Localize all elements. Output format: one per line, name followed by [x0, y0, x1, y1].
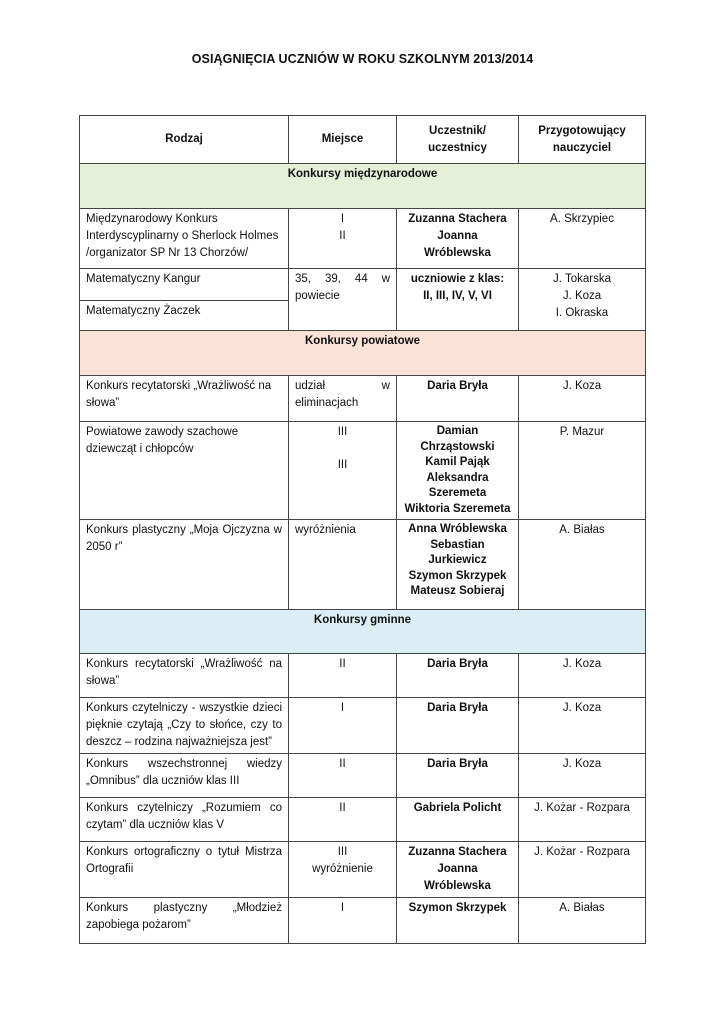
cell-miejsce [289, 209, 397, 269]
rodzaj-zaczek: Matematyczny Żaczek [80, 300, 288, 322]
uczestnik-line: Joanna Wróblewska [424, 230, 491, 259]
spacer [295, 441, 390, 457]
cell-rodzaj: Konkurs ortograficzny o tytuł Mistrza Ortografii [80, 842, 289, 898]
header-uczestnik-line1: Uczestnik/ [429, 124, 486, 137]
cell-uczestnicy: Daria Bryła [397, 376, 519, 422]
section-title-municipal: Konkursy gminne [80, 610, 646, 654]
table-row-pozar [80, 898, 646, 944]
cell-nauczyciel: A. Białas [519, 898, 646, 944]
uczestnik-line: Jurkiewicz [428, 554, 487, 566]
uczestnik-line: Szeremeta [428, 487, 487, 499]
table-row-rozumiem [80, 798, 646, 842]
cell-nauczyciel: A. Skrzypiec [519, 209, 646, 269]
miejsce-line: wyróżnienie [312, 863, 373, 875]
cell-uczestnicy [397, 209, 519, 269]
section-title-international: Konkursy międzynarodowe [80, 164, 646, 209]
cell-rodzaj: Konkurs recytatorski „Wrażliwość na słowa” [80, 654, 289, 698]
cell-miejsce: II [289, 798, 397, 842]
uczestnik-line: Mateusz Sobieraj [410, 585, 505, 597]
cell-nauczyciel: J. Kożar - Rozpara [519, 842, 646, 898]
nauczyciel-line: J. Koza [562, 290, 602, 302]
cell-miejsce [289, 842, 397, 898]
cell-rodzaj: Powiatowe zawody szachowe dziewcząt i chłopców [80, 422, 289, 520]
table-row-sherlock [80, 209, 646, 269]
uczestnik-line: uczniowie z klas: [410, 273, 505, 285]
cell-rodzaj: Konkurs plastyczny „Moja Ojczyzna w 2050 r” [80, 520, 289, 610]
rodzaj-line: Międzynarodowy Konkurs [86, 213, 218, 225]
table-row-szachy [80, 422, 646, 520]
cell-nauczyciel: P. Mazur [519, 422, 646, 520]
uczestnik-line: Chrząstowski [420, 440, 495, 453]
section-row-international [80, 164, 646, 209]
header-uczestnik [397, 116, 519, 164]
uczestnik-line: Sebastian [430, 538, 485, 551]
table-row-wrazliwosc-gm [80, 654, 646, 698]
achievements-table [79, 115, 646, 944]
uczestnik-line: Zuzanna Stachera [408, 213, 507, 225]
cell-rodzaj: Konkurs czytelniczy „Rozumiem co czytam” dla uczniów klas V [80, 798, 289, 842]
cell-nauczyciel: J. Koza [519, 376, 646, 422]
table-header-row [80, 116, 646, 164]
cell-nauczyciel: J. Koza [519, 754, 646, 798]
rodzaj-line: /organizator SP Nr 13 Chorzów/ [86, 247, 249, 259]
header-miejsce: Miejsce [289, 116, 397, 164]
cell-uczestnicy [397, 520, 519, 610]
cell-rodzaj: Konkurs recytatorski „Wrażliwość na słowa” [80, 376, 289, 422]
uczestnik-line: Kamil Pająk [425, 456, 490, 468]
nauczyciel-line: J. Tokarska [553, 273, 611, 285]
nauczyciel-line: I. Okraska [555, 307, 609, 319]
cell-rodzaj: Konkurs plastyczny „Młodzież zapobiega pożarom” [80, 898, 289, 944]
section-title-district: Konkursy powiatowe [80, 331, 646, 376]
cell-uczestnicy: Daria Bryła [397, 698, 519, 754]
cell-nauczyciel: J. Koza [519, 654, 646, 698]
header-nauczyciel-line1: Przygotowujący [538, 124, 626, 137]
cell-miejsce: wyróżnienia [289, 520, 397, 610]
uczestnik-line: Szymon Skrzypek [408, 569, 507, 582]
table-row-wrazliwosc-pow [80, 376, 646, 422]
cell-miejsce: I [289, 898, 397, 944]
page-title: OSIĄGNIĘCIA UCZNIÓW W ROKU SZKOLNYM 2013/2014 [191, 52, 534, 66]
uczestnik-line: Joanna Wróblewska [424, 863, 491, 892]
cell-uczestnicy [397, 842, 519, 898]
uczestnik-line: Anna Wróblewska [408, 523, 507, 535]
header-nauczyciel-line2: nauczyciel [552, 141, 612, 154]
cell-nauczyciel: A. Białas [519, 520, 646, 610]
cell-uczestnicy: Gabriela Policht [397, 798, 519, 842]
cell-miejsce: I [289, 698, 397, 754]
cell-rodzaj [80, 209, 289, 269]
cell-uczestnicy: Daria Bryła [397, 654, 519, 698]
table-row-kangur [80, 269, 646, 331]
section-row-municipal [80, 610, 646, 654]
cell-rodzaj [80, 269, 289, 331]
cell-uczestnicy [397, 269, 519, 331]
cell-uczestnicy [397, 422, 519, 520]
cell-miejsce: udział w eliminacjach [289, 376, 397, 422]
cell-rodzaj: Konkurs czytelniczy - wszystkie dzieci pięknie czytają „Czy to słońce, czy to deszcz – rodzina najważniejsza jest” [80, 698, 289, 754]
miejsce-line: III [337, 426, 348, 438]
header-uczestnik-line2: uczestnicy [428, 141, 487, 154]
cell-miejsce: II [289, 654, 397, 698]
cell-nauczyciel [519, 269, 646, 331]
section-row-district [80, 331, 646, 376]
cell-rodzaj: Konkurs wszechstronnej wiedzy „Omnibus” dla uczniów klas III [80, 754, 289, 798]
cell-miejsce: 35, 39, 44 w powiecie [289, 269, 397, 331]
header-nauczyciel [519, 116, 646, 164]
cell-miejsce [289, 422, 397, 520]
rodzaj-line: Interdyscyplinarny o Sherlock Holmes [86, 230, 279, 242]
uczestnik-line: Zuzanna Stachera [408, 846, 507, 858]
miejsce-line: II [339, 230, 346, 242]
cell-nauczyciel: J. Koza [519, 698, 646, 754]
cell-uczestnicy: Szymon Skrzypek [397, 898, 519, 944]
rodzaj-kangur: Matematyczny Kangur [86, 273, 201, 285]
cell-uczestnicy: Daria Bryła [397, 754, 519, 798]
table-row-ojczyzna [80, 520, 646, 610]
table-row-ortografia [80, 842, 646, 898]
uczestnik-line: Damian [436, 425, 479, 437]
uczestnik-line: II, III, IV, V, VI [423, 290, 492, 302]
miejsce-line: III [337, 459, 348, 471]
table-row-omnibus [80, 754, 646, 798]
uczestnik-line: Wiktoria Szeremeta [404, 502, 511, 515]
uczestnik-line: Aleksandra [426, 471, 489, 484]
header-rodzaj: Rodzaj [80, 116, 289, 164]
miejsce-line: III [337, 846, 348, 858]
miejsce-line: I [340, 213, 345, 225]
cell-nauczyciel: J. Kożar - Rozpara [519, 798, 646, 842]
cell-miejsce: II [289, 754, 397, 798]
table-row-czytelniczy [80, 698, 646, 754]
